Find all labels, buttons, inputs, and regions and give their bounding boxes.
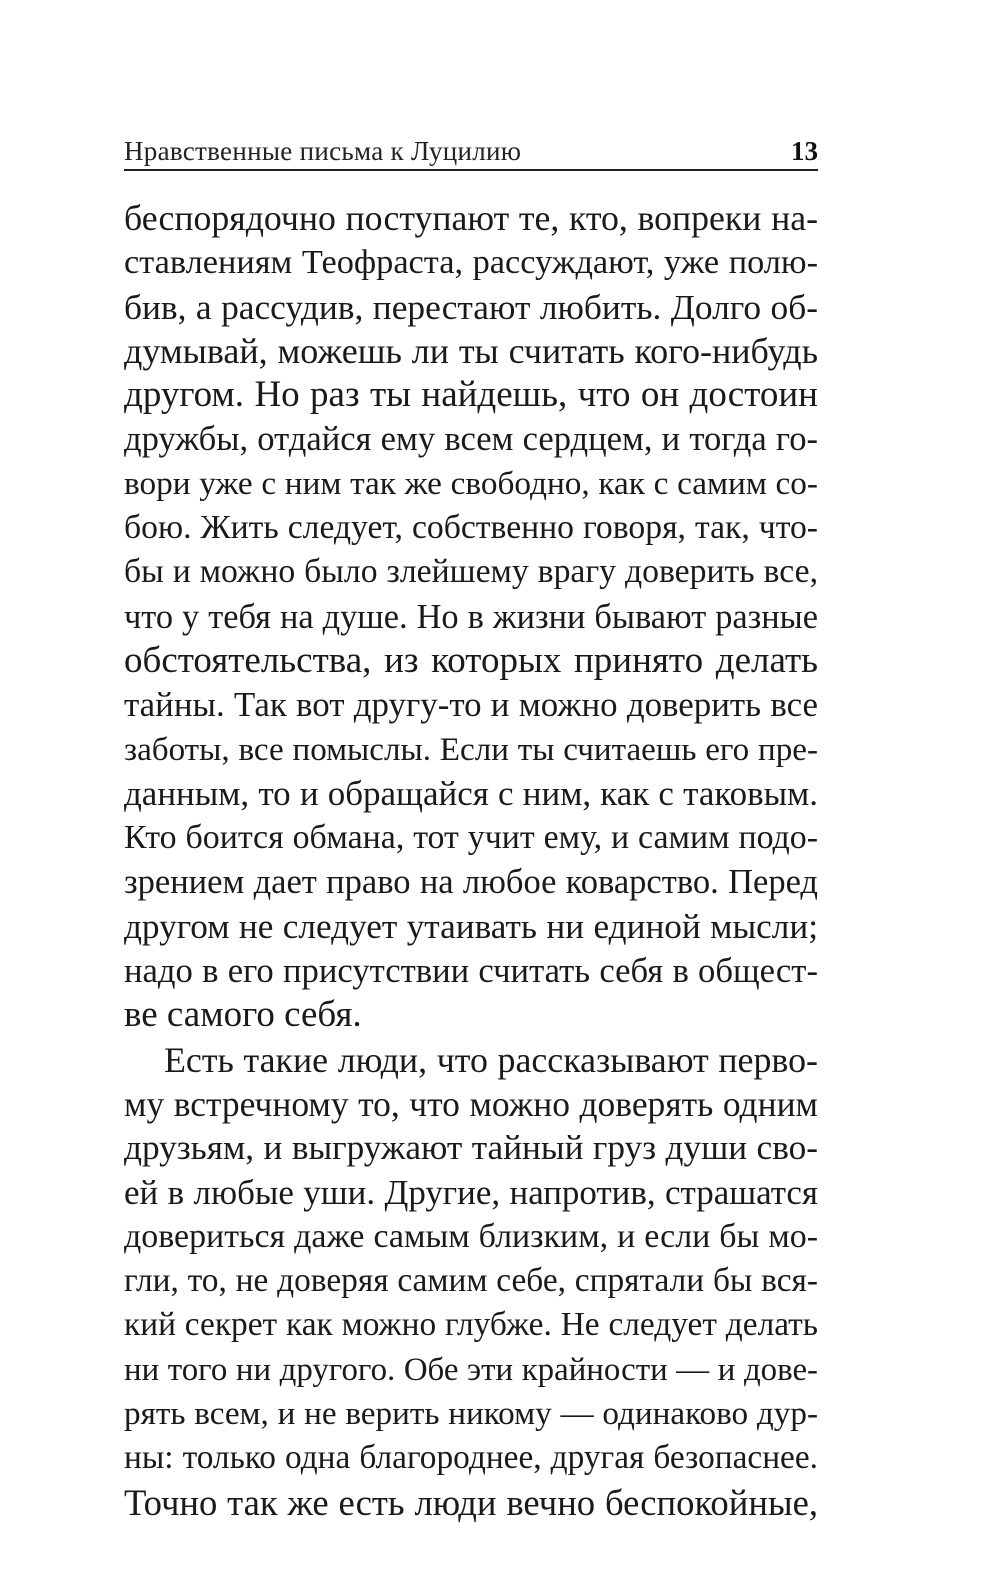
paragraph-1 — [124, 196, 818, 1038]
running-head — [124, 128, 818, 168]
text-line: Есть такие люди, что рассказывают перво- — [164, 1039, 818, 1080]
paragraph-2 — [124, 1038, 818, 1525]
text-line: ве самого себя. — [124, 994, 362, 1036]
text-line: довериться даже самым близким, и если бы мо- — [124, 1217, 818, 1255]
text-line: данным, то и обращайся с ним, как с таковым. — [124, 773, 818, 813]
text-line: заботы, все помыслы. Если ты считаешь его пре- — [124, 731, 818, 768]
text-line: бив, а рассудив, перестают любить. Долго об- — [124, 286, 818, 327]
page-number: 13 — [791, 136, 818, 166]
text-line: дружбы, отдайся ему всем сердцем, и тогда го- — [124, 420, 818, 459]
text-line: надо в его присутствии считать себя в общест- — [124, 952, 818, 991]
text-line: ставлениям Теофраста, рассуждают, уже полю- — [124, 243, 818, 282]
text-line: зрением дает право на любое коварство. Перед — [124, 863, 818, 902]
header-rule — [124, 169, 818, 171]
text-line: кий секрет как можно глубже. Не следует делать — [124, 1306, 818, 1344]
text-line: ны: только одна благороднее, другая безопаснее. — [124, 1439, 818, 1477]
text-line: другом не следует утаивать ни единой мысли; — [124, 906, 818, 946]
text-line: думывай, можешь ли ты считать кого-нибудь — [124, 330, 818, 371]
text-line: тайны. Так вот другу-то и можно доверить все — [124, 685, 818, 725]
text-line: вори уже с ним так же свободно, как с самим со- — [124, 464, 818, 502]
text-line: му встречному то, что можно доверять одним — [124, 1083, 818, 1124]
text-line: рять всем, и не верить никому — одинаково дур- — [124, 1395, 818, 1433]
body-text — [124, 196, 818, 1525]
text-line: ни того ни другого. Обе эти крайности — и дове- — [124, 1351, 818, 1388]
text-line: Кто боится обмана, тот учит ему, и самим подо- — [124, 819, 818, 857]
text-line: бы и можно было злейшему врагу доверить все, — [124, 553, 818, 591]
text-line: беспорядочно поступают те, кто, вопреки на- — [124, 198, 818, 238]
text-line: другом. Но раз ты найдешь, что он достоин — [124, 374, 818, 416]
text-line: гли, то, не доверяя самим себе, спрятали бы вся- — [124, 1262, 818, 1300]
text-line: бою. Жить следует, собственно говоря, так, что- — [124, 509, 818, 547]
text-line: обстоятельства, из которых принято делать — [124, 639, 818, 681]
text-line: что у тебя на душе. Но в жизни бывают разные — [124, 597, 818, 636]
text-line: Точно так же есть люди вечно беспокойные, — [124, 1481, 818, 1523]
text-line: ей в любые уши. Другие, напротив, страшатся — [124, 1172, 818, 1212]
text-line: друзьям, и выгружают тайный груз души сво- — [124, 1128, 818, 1168]
running-title: Нравственные письма к Луцилию — [124, 136, 522, 166]
